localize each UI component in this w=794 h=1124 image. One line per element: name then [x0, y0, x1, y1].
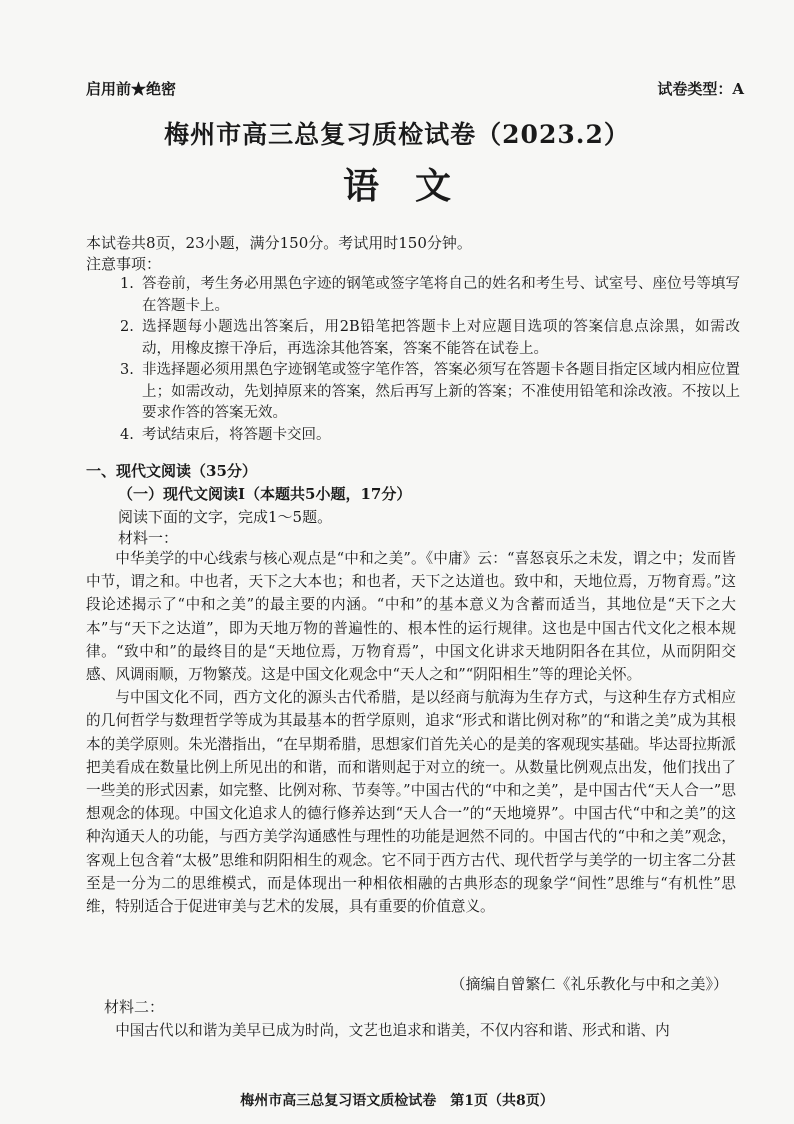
note-item [120, 425, 740, 447]
note-text: 考试结束后，将答题卡交回。 [142, 426, 331, 443]
note-number: 3. [120, 362, 134, 378]
material-one-text [86, 547, 736, 918]
note-item [120, 360, 740, 425]
paper-type-label: 试卷类型：A [657, 80, 744, 98]
note-number: 1. [120, 276, 134, 292]
note-text: 答卷前，考生务必用黑色字迹的钢笔或签字笔将自己的姓名和考生号、试室号、座位号等填写在答题卡上。 [142, 276, 740, 314]
exam-title: 梅州市高三总复习质检试卷（2023.2） [164, 120, 630, 149]
material-one-label: 材料一： [118, 529, 179, 547]
subject-title: 语文 [342, 165, 487, 207]
exam-intro: 本试卷共8页，23小题，满分150分。考试用时150分钟。 [86, 234, 472, 252]
note-number: 2. [120, 319, 134, 335]
notes-list [120, 274, 740, 446]
confidential-label: 启用前★绝密 [86, 80, 177, 98]
paragraph: 中华美学的中心线索与核心观点是“中和之美”。《中庸》云：“喜怒哀乐之未发，谓之中；发而皆中节，谓之和。中也者，天下之大本也；和也者，天下之达道也。致中和，天地位焉，万物育焉。”这段论述揭示了“中和之美”的最主要的内涵。“中和”的基本意义为含蓄而适当，其地位是“天下之大本”与“天下之达道”，即为天地万物的普遍性的、根本性的运行规律。这也是中国古代文化之根本规律。“致中和”的最终目的是“天地位焉，万物育焉”，中国文化讲求天地阴阳各在其位，从而阴阳交感、风调雨顺，万物繁茂。这是中国文化观念中“天人之和”“阴阳相生”等的理论关怀。 [86, 550, 736, 684]
note-item [120, 317, 740, 360]
note-item [120, 274, 740, 317]
notes-title: 注意事项： [86, 255, 162, 273]
page-footer: 梅州市高三总复习语文质检试卷 第1页（共8页） [240, 1093, 554, 1109]
note-text: 非选择题必须用黑色字迹钢笔或签字笔作答，答案必须写在答题卡各题目指定区域内相应位置上；如需改动，先划掉原来的答案，然后再写上新的答案；不准使用铅笔和涂改液。不按以上要求作答的答案无效。 [142, 362, 740, 421]
material-two-label: 材料二： [104, 998, 165, 1016]
material-two-text: 中国古代以和谐为美早已成为时尚，文艺也追求和谐美，不仅内容和谐、形式和谐、内 [115, 1022, 670, 1039]
section-heading: 一、现代文阅读（35分） [86, 462, 257, 480]
note-number: 4. [120, 426, 134, 443]
subsection-heading: （一）现代文阅读Ⅰ（本题共5小题，17分） [118, 485, 412, 503]
note-text: 选择题每小题选出答案后，用2B铅笔把答题卡上对应题目选项的答案信息点涂黑，如需改动，用橡皮擦干净后，再选涂其他答案，答案不能答在试卷上。 [142, 319, 740, 357]
reading-instruction: 阅读下面的文字，完成1～5题。 [118, 508, 333, 526]
citation: （摘编自曾繁仁《礼乐教化与中和之美》） [450, 975, 728, 993]
paragraph: 与中国文化不同，西方文化的源头古代希腊，是以经商与航海为生存方式，与这种生存方式相应的几何哲学与数理哲学等成为其最基本的哲学原则，追求“形式和谐比例对称”的“和谐之美”成为其根本的美学原则。朱光潜指出，“在早期希腊，思想家们首先关心的是美的客观现实基础。毕达哥拉斯派把美看成在数量比例上所见出的和谐，而和谐则起于对立的统一。从数量比例观点出发，他们找出了一些美的形式因素，如完整、比例对称、节奏等。”中国古代的“中和之美”，是中国古代“天人合一”思想观念的体现。中国文化追求人的德行修养达到“天人合一”的“天地境界”。中国古代“中和之美”的这种沟通天人的功能，与西方美学沟通感性与理性的功能是迥然不同的。中国古代的“中和之美”观念，客观上包含着“太极”思维和阴阳相生的观念。它不同于西方古代、现代哲学与美学的一切主客二分甚至是一分为二的思维模式，而是体现出一种相依相融的古典形态的现象学“间性”思维与“有机性”思维，特别适合于促进审美与艺术的发展，具有重要的价值意义。 [86, 689, 736, 916]
